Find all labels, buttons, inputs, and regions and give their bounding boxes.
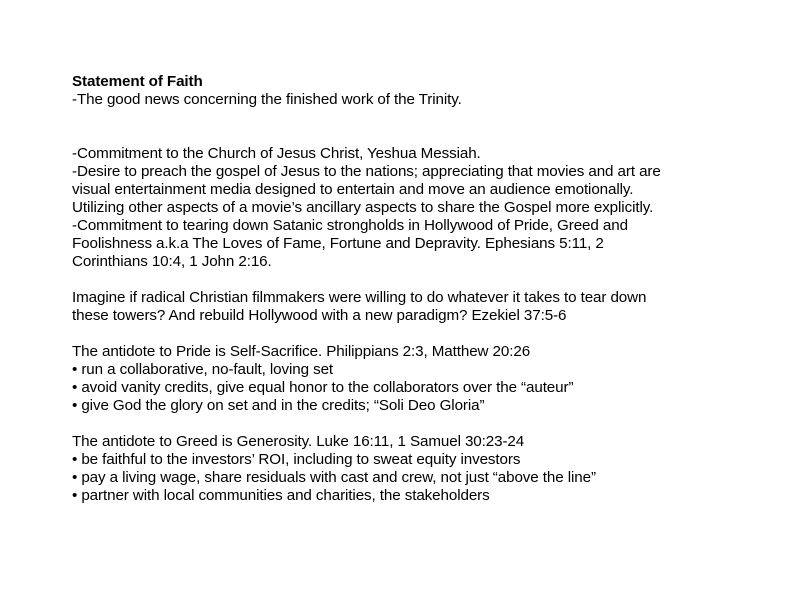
commitment-line: -Commitment to the Church of Jesus Christ, Yeshua Messiah.	[72, 145, 481, 162]
bullet-item: • partner with local communities and charities, the stakeholders	[72, 487, 490, 504]
greed-section	[72, 433, 772, 505]
spacer	[72, 109, 772, 145]
spacer	[72, 415, 772, 433]
bullet-item: • run a collaborative, no-fault, loving set	[72, 361, 334, 378]
pride-section	[72, 343, 772, 415]
bullet-item: • give God the glory on set and in the credits; “Soli Deo Gloria”	[72, 397, 485, 414]
commitment-line: Foolishness a.k.a The Loves of Fame, Fortune and Depravity. Ephesians 5:11, 2	[72, 235, 604, 252]
imagine-paragraph	[72, 289, 772, 325]
commitment-line: visual entertainment media designed to entertain and move an audience emotionally.	[72, 181, 634, 198]
paragraph-line: Imagine if radical Christian filmmakers were willing to do whatever it takes to tear down	[72, 289, 647, 306]
commitments-block	[72, 145, 772, 271]
paragraph-line: these towers? And rebuild Hollywood with a new paradigm? Ezekiel 37:5-6	[72, 307, 567, 324]
commitment-line: Corinthians 10:4, 1 John 2:16.	[72, 253, 272, 270]
spacer	[72, 325, 772, 343]
bullet-item: • avoid vanity credits, give equal honor to the collaborators over the “auteur”	[72, 379, 574, 396]
page-title: Statement of Faith	[72, 73, 203, 90]
bullet-item: • be faithful to the investors’ ROI, including to sweat equity investors	[72, 451, 521, 468]
spacer	[72, 271, 772, 289]
commitment-line: -Commitment to tearing down Satanic strongholds in Hollywood of Pride, Greed and	[72, 217, 628, 234]
intro-line: -The good news concerning the finished work of the Trinity.	[72, 91, 462, 108]
section-heading: The antidote to Greed is Generosity. Luke 16:11, 1 Samuel 30:23-24	[72, 433, 525, 450]
section-heading: The antidote to Pride is Self-Sacrifice. Philippians 2:3, Matthew 20:26	[72, 343, 531, 360]
commitment-line: -Desire to preach the gospel of Jesus to the nations; appreciating that movies and art are	[72, 163, 661, 180]
commitment-line: Utilizing other aspects of a movie’s ancillary aspects to share the Gospel more explicitly.	[72, 199, 654, 216]
bullet-item: • pay a living wage, share residuals with cast and crew, not just “above the line”	[72, 469, 596, 486]
document-page	[72, 73, 772, 505]
